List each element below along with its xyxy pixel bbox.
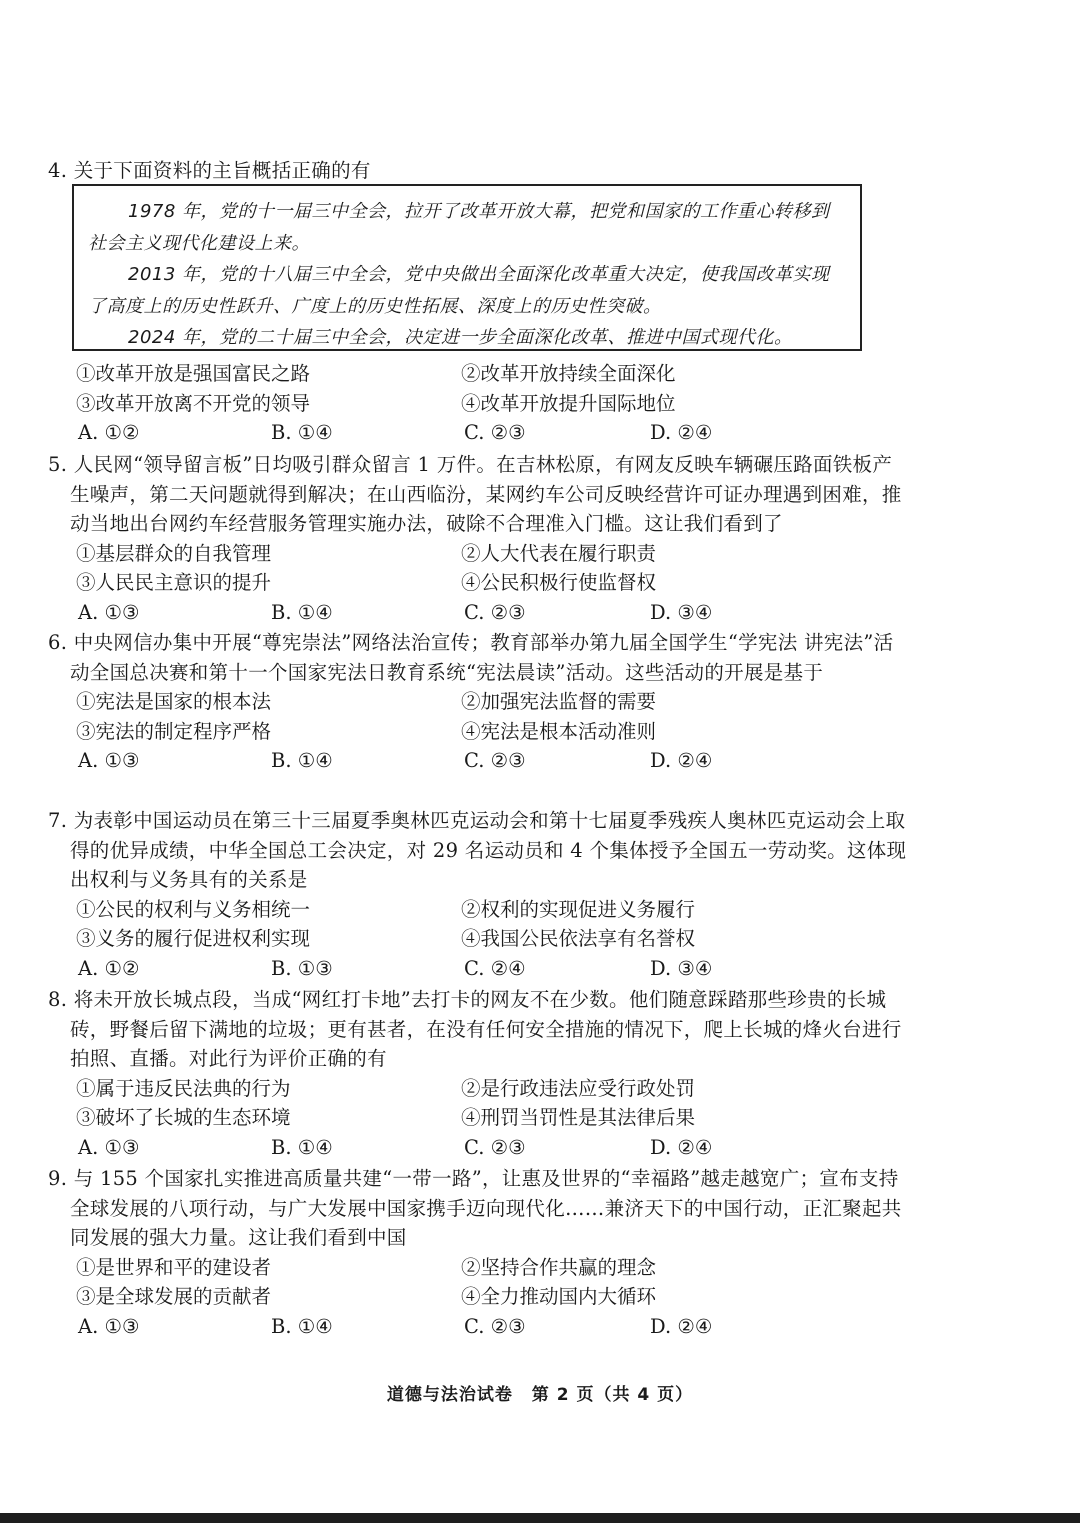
question-stem: 4. 关于下面资料的主旨概括正确的有	[48, 159, 371, 182]
option-item: ④公民积极行使监督权	[461, 571, 657, 595]
answer-choice: D. ②④	[650, 1314, 713, 1338]
option-item: ①是世界和平的建设者	[76, 1255, 272, 1279]
option-item: ④全力推动国内大循环	[461, 1285, 657, 1309]
answer-choice: B. ①④	[271, 421, 333, 445]
option-item: ①改革开放是强国富民之路	[76, 362, 311, 385]
answer-choice: C. ②③	[464, 421, 526, 445]
answer-choice: C. ②③	[464, 1314, 526, 1338]
material-paragraph: 2024 年，党的二十届三中全会，决定进一步全面深化改革、推进中国式现代化。	[128, 327, 793, 348]
option-list	[48, 359, 908, 418]
question-4	[48, 156, 908, 186]
option-item: ③改革开放离不开党的领导	[76, 391, 311, 415]
option-list	[48, 687, 908, 746]
answer-choice: D. ②④	[650, 421, 713, 445]
answer-choice: A. ①③	[78, 1314, 140, 1338]
option-list	[48, 1253, 908, 1312]
answer-choice: B. ①③	[271, 956, 333, 980]
option-item: ②是行政违法应受行政处罚	[461, 1076, 696, 1100]
answer-list	[48, 418, 908, 448]
option-item: ③破坏了长城的生态环境	[76, 1106, 291, 1130]
option-item: ③是全球发展的贡献者	[76, 1285, 272, 1309]
scan-edge-shadow	[0, 1513, 1080, 1523]
option-item: ②人大代表在履行职责	[461, 541, 657, 565]
answer-list	[48, 598, 908, 628]
answer-list	[48, 1312, 908, 1342]
source-material-box	[72, 184, 862, 351]
answer-choice: B. ①④	[271, 1314, 333, 1338]
answer-list	[48, 746, 908, 776]
option-list	[48, 895, 908, 954]
answer-choice: A. ①③	[78, 600, 140, 624]
answer-choice: D. ③④	[650, 956, 713, 980]
answer-choice: A. ①②	[78, 956, 140, 980]
answer-choice: B. ①④	[271, 600, 333, 624]
option-item: ②改革开放持续全面深化	[461, 362, 676, 385]
option-item: ③义务的履行促进权利实现	[76, 927, 311, 951]
option-list	[48, 539, 908, 598]
page-footer	[0, 1380, 1080, 1405]
answer-choice: A. ①③	[78, 749, 140, 773]
option-item: ④宪法是根本活动准则	[461, 719, 657, 743]
answer-list	[48, 954, 908, 984]
answer-choice: D. ②④	[650, 1135, 713, 1159]
option-list	[48, 1074, 908, 1133]
answer-choice: C. ②③	[464, 749, 526, 773]
question-8	[48, 985, 908, 1163]
option-item: ②坚持合作共赢的理念	[461, 1255, 657, 1279]
question-stem: 9. 与 155 个国家扎实推进高质量共建“一带一路”，让惠及世界的“幸福路”越走越宽广；宣布支持全球发展的八项行动，与广大发展中国家携手迈向现代化……兼济天下的中国行动，正汇聚起共同发展的强大力量。这让我们看到中国	[48, 1167, 902, 1250]
question-stem: 8. 将未开放长城点段，当成“网红打卡地”去打卡的网友不在少数。他们随意踩踏那些珍贵的长城砖，野餐后留下满地的垃圾；更有甚者，在没有任何安全措施的情况下，爬上长城的烽火台进行拍照、直播。对此行为评价正确的有	[48, 988, 902, 1071]
option-item: ②权利的实现促进义务履行	[461, 897, 696, 921]
answer-list	[48, 1133, 908, 1163]
option-item: ④改革开放提升国际地位	[461, 391, 676, 415]
question-6	[48, 628, 908, 776]
option-item: ③人民民主意识的提升	[76, 571, 272, 595]
material-paragraph: 1978 年，党的十一届三中全会，拉开了改革开放大幕，把党和国家的工作重心转移到社会主义现代化建设上来。	[88, 201, 830, 254]
exam-subject: 道德与法治试卷	[386, 1385, 513, 1405]
answer-choice: B. ①④	[271, 749, 333, 773]
option-item: ①属于违反民法典的行为	[76, 1076, 291, 1100]
answer-choice: D. ②④	[650, 749, 713, 773]
answer-choice: A. ①②	[78, 421, 140, 445]
answer-choice: C. ②③	[464, 1135, 526, 1159]
page-number: 第 2 页（共 4 页）	[531, 1385, 694, 1405]
answer-choice: D. ③④	[650, 600, 713, 624]
answer-choice: A. ①③	[78, 1135, 140, 1159]
question-stem: 7. 为表彰中国运动员在第三十三届夏季奥林匹克运动会和第十七届夏季残疾人奥林匹克运动会上取得的优异成绩，中华全国总工会决定，对 29 名运动员和 4 个集体授予全国五一劳动奖。这体现出权利与义务具有的关系是	[48, 809, 907, 892]
material-paragraph: 2013 年，党的十八届三中全会，党中央做出全面深化改革重大决定，使我国改革实现了高度上的历史性跃升、广度上的历史性拓展、深度上的历史性突破。	[88, 264, 830, 317]
option-item: ①公民的权利与义务相统一	[76, 897, 311, 921]
question-5	[48, 450, 908, 628]
option-item: ④刑罚当罚性是其法律后果	[461, 1106, 696, 1130]
question-9	[48, 1164, 908, 1342]
option-item: ③宪法的制定程序严格	[76, 719, 272, 743]
question-stem: 5. 人民网“领导留言板”日均吸引群众留言 1 万件。在吉林松原，有网友反映车辆碾压路面铁板产生噪声，第二天问题就得到解决；在山西临汾，某网约车公司反映经营许可证办理遇到困难，推动当地出台网约车经营服务管理实施办法，破除不合理准入门槛。这让我们看到了	[48, 453, 902, 536]
question-stem: 6. 中央网信办集中开展“尊宪崇法”网络法治宣传；教育部举办第九届全国学生“学宪法 讲宪法”活动全国总决赛和第十一个国家宪法日教育系统“宪法晨读”活动。这些活动的开展是基于	[48, 631, 894, 684]
option-item: ①基层群众的自我管理	[76, 541, 272, 565]
option-item: ②加强宪法监督的需要	[461, 690, 657, 714]
question-7	[48, 806, 908, 984]
question-4-choices	[48, 359, 908, 448]
answer-choice: B. ①④	[271, 1135, 333, 1159]
option-item: ①宪法是国家的根本法	[76, 690, 272, 714]
answer-choice: C. ②③	[464, 600, 526, 624]
option-item: ④我国公民依法享有名誉权	[461, 927, 696, 951]
answer-choice: C. ②④	[464, 956, 526, 980]
